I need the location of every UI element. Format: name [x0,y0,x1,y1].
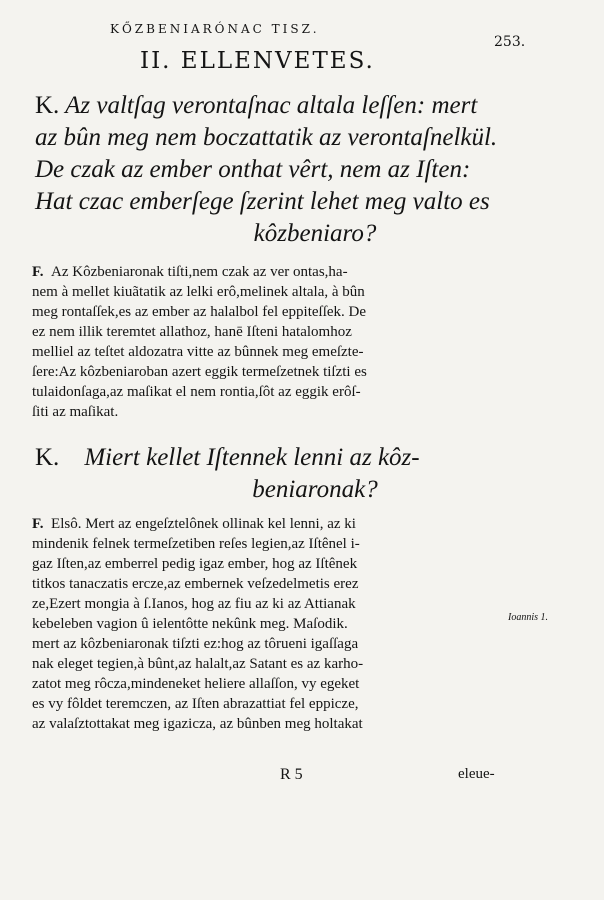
question-1-line: Hat czac emberſege ſzerint lehet meg valto es [35,188,490,215]
answer-1 [32,262,512,422]
answer-2-line: F. Elsô. Mert az engeſztelônek ollinak kel lenni, az ki [32,516,356,532]
answer-2-line: mindenik felnek termeſzetiben reſes legien,az Iſtênel i- [32,536,360,552]
answer-1-line: tulaidonſaga,az maſikat el nem rontia,ſôt az eggik erôſ- [32,384,361,400]
answer-2-line: az valaſztottakat meg igazicza, az bûnben meg holtakat [32,716,363,732]
signature-mark: R 5 [280,766,303,783]
catchword: eleue- [458,766,495,782]
question-1-marker: K. [35,92,60,119]
answer-2-line: gaz Iſten,az emberrel pedig igaz ember, hog az Iſtênek [32,556,358,572]
answer-1-line: nem à mellet kiuãtatik az lelki erô,melinek altala, à bûn [32,284,365,300]
question-1-line: K. Az valtſag verontaſnac altala leſſen: mert [35,92,478,119]
answer-2-line: mert az kôzbeniaronak tiſzti ez:hog az tôrueni igaſſaga [32,636,359,652]
answer-1-line: meg rontaſſek,es az ember az halalbol fel eppiteſſek. De [32,304,367,320]
answer-2-line: kebeleben vagion û ielentôtte nekûnk meg. Maſodik. [32,616,348,632]
question-1-line: az bûn meg nem boczattatik az verontaſnelkül. [35,124,498,151]
answer-2-line: zatot meg rôcza,mindeneket heliere allaſſon, vy egeket [32,676,360,692]
answer-2-line: titkos tanaczatis ercze,az embernek veſzedelmetis erez [32,576,359,592]
question-1-line: De czak az ember onthat vêrt, nem az Iſten: [35,156,471,183]
answer-2-line: nak eleget tegien,à bûnt,az halalt,az Satant es az karho- [32,656,364,672]
section-title: II. ELLENVETES. [140,48,375,74]
running-head: KŐZBENIARÓNAC TISZ. [110,22,320,36]
answer-2-marker: F. [32,516,44,532]
answer-2-line: es vy fôldet teremczen, az Iſten abrazattiat fel eppicze, [32,696,359,712]
answer-1-marker: F. [32,264,44,280]
answer-2-line: ze,Ezert mongia à ſ.Ianos, hog az fiu az ki az Attianak [32,596,356,612]
answer-1-line: ſere:Az kôzbeniaroban azert eggik termeſzetnek tiſzti es [32,364,367,380]
answer-1-line: ſiti az maſikat. [32,404,119,420]
answer-1-line: melliel az teſtet aldozatra vitte az bûnnek meg emeſzte- [32,344,364,360]
answer-2 [32,514,512,734]
question-2-line: K. Miert kellet Iſtennek lenni az kôz- [35,444,420,471]
question-1-line: kôzbeniaro? [253,220,377,247]
question-2-marker: K. [35,444,60,471]
answer-1-line: F. Az Kôzbeniaronak tiſti,nem czak az ver ontas,ha- [32,264,348,280]
question-2 [35,442,525,506]
question-2-line: beniaronak? [252,476,378,503]
page-number: 253. [494,34,526,50]
margin-note: Ioannis 1. [508,612,548,623]
answer-1-line: ez nem illik teremtet allathoz, hanē Iſteni hatalomhoz [32,324,352,340]
question-1 [35,90,525,250]
